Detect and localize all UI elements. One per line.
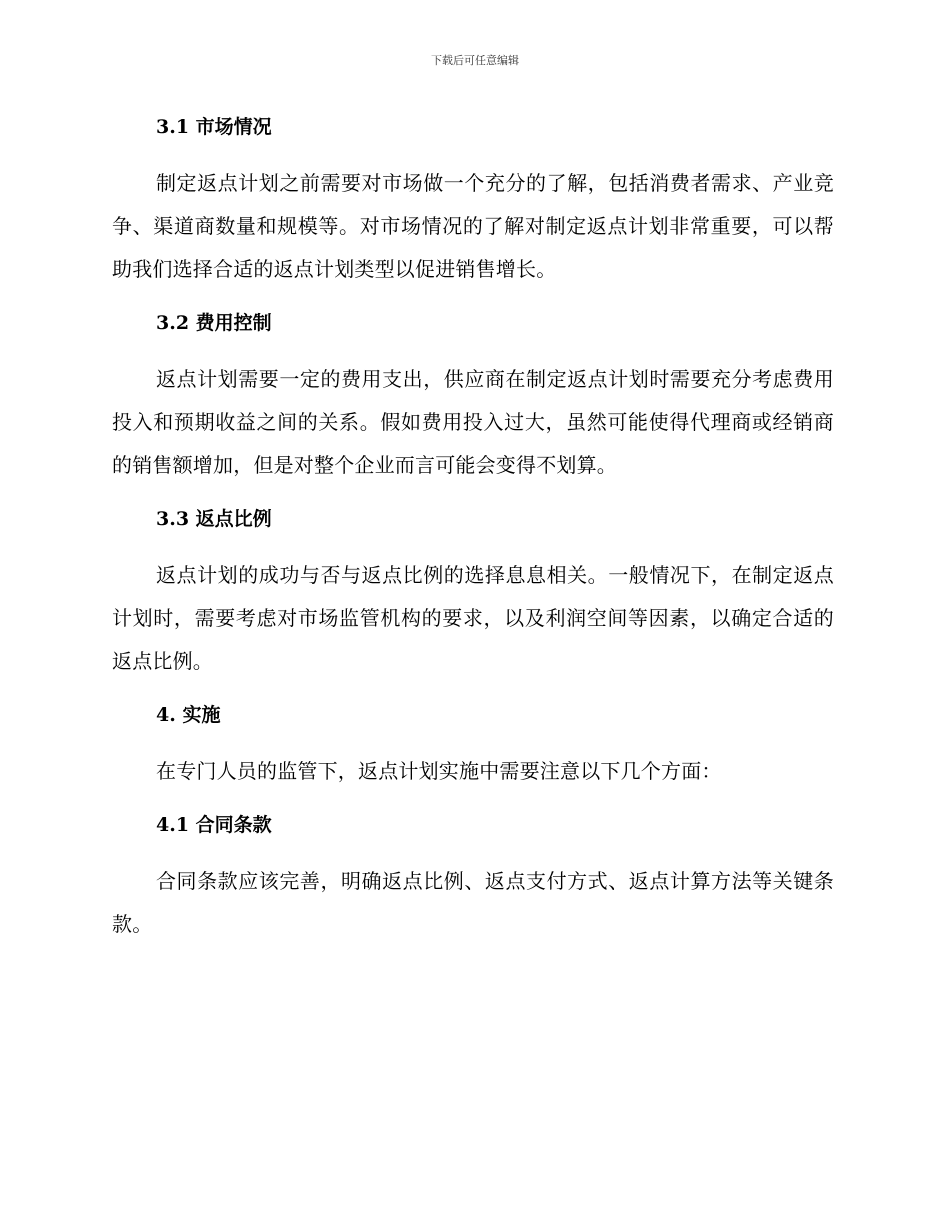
section-heading-3-2: 3.2 费用控制 [156,312,272,334]
section-body-4-1: 合同条款应该完善，明确返点比例、返点支付方式、返点计算方法等关键条款。 [112,869,834,936]
header-note: 下载后可任意编辑 [431,54,519,67]
section-heading-4-1: 4.1 合同条款 [156,814,272,836]
section-body-3-1: 制定返点计划之前需要对市场做一个充分的了解，包括消费者需求、产业竞争、渠道商数量和规模等。对市场情况的了解对制定返点计划非常重要，可以帮助我们选择合适的返点计划类型以促进销售增长。 [112,171,834,281]
section-heading-3-3: 3.3 返点比例 [156,508,272,530]
section-body-3-3: 返点计划的成功与否与返点比例的选择息息相关。一般情况下，在制定返点计划时，需要考虑对市场监管机构的要求，以及利润空间等因素，以确定合适的返点比例。 [112,563,834,673]
section-body-4: 在专门人员的监管下，返点计划实施中需要注意以下几个方面： [156,759,722,783]
section-heading-4: 4. 实施 [156,704,221,726]
document-content [112,108,834,959]
section-heading-3-1: 3.1 市场情况 [156,116,272,138]
section-body-3-2: 返点计划需要一定的费用支出，供应商在制定返点计划时需要充分考虑费用投入和预期收益之间的关系。假如费用投入过大，虽然可能使得代理商或经销商的销售额增加，但是对整个企业而言可能会变得不划算。 [112,367,834,477]
